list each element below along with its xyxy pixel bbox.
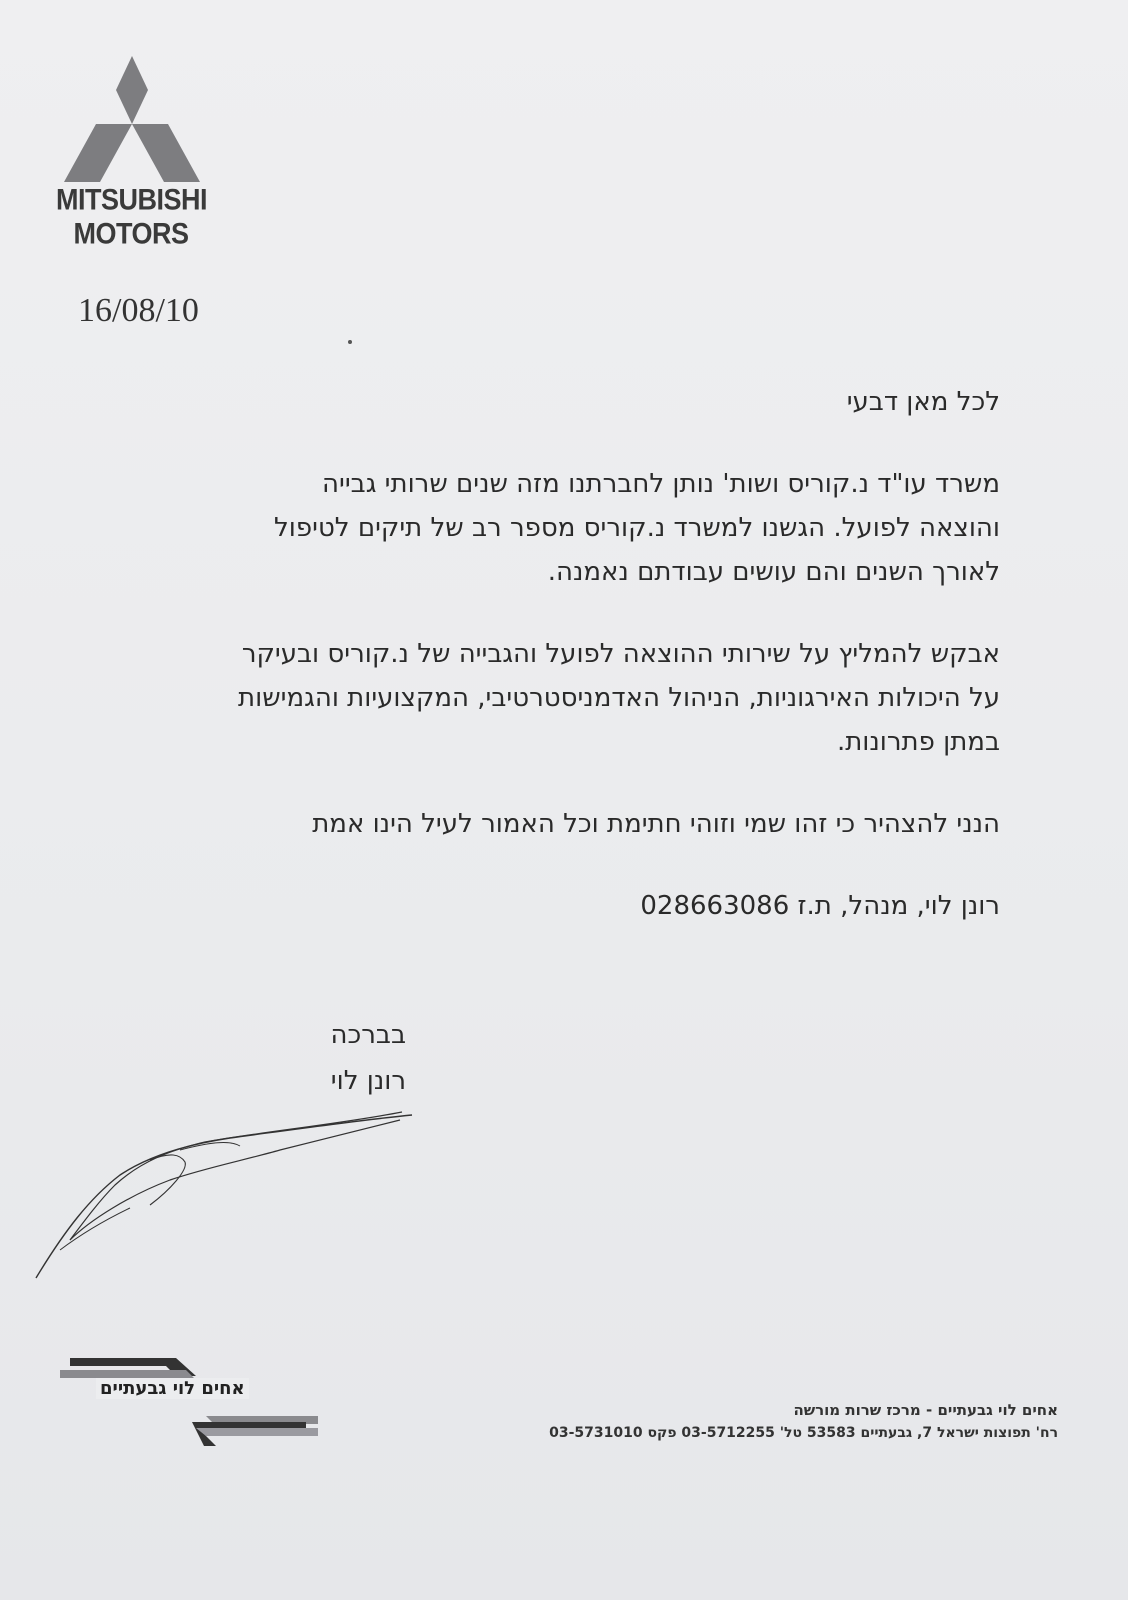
paragraph-2-line-3: במתן פתרונות. — [836, 727, 1000, 757]
paragraph-2-line-2: על היכולות האירגוניות, הניהול האדמניסטרטיבי, המקצועיות והגמישות — [238, 683, 1000, 713]
closing-name: רונן לוי — [330, 1066, 406, 1096]
company-logo — [56, 1358, 326, 1448]
paragraph-2 — [170, 632, 1000, 764]
stripes-logo-icon — [56, 1358, 326, 1448]
letter-body — [170, 380, 1000, 928]
letter-date: 16/08/10 — [78, 292, 199, 329]
brand-line-1: MITSUBISHI — [56, 182, 208, 216]
brand-line-2: MOTORS — [73, 217, 189, 250]
mitsubishi-logo — [56, 56, 206, 248]
greeting: לכל מאן דבעי — [846, 387, 1000, 417]
footer-line-2: רח' תפוצות ישראל 7, גבעתיים 53583 טל' 03-5712255 פקס 03-5731010 — [549, 1425, 1058, 1441]
paragraph-3-line-1: הנני להצהיר כי זהו שמי וזוהי חתימת וכל האמור לעיל הינו אמת — [312, 809, 1000, 839]
paragraph-2-line-1: אבקש להמליץ על שירותי ההוצאה לפועל והגבייה של נ.קוריס ובעיקר — [241, 639, 1000, 669]
paragraph-1-line-1: משרד עו"ד נ.קוריס ושות' נותן לחברתנו מזה שנים שרותי גבייה — [322, 469, 1000, 499]
signatory-line: רונן לוי, מנהל, ת.ז 028663086 — [640, 891, 1000, 921]
company-logo-name: אחים לוי גבעתיים — [96, 1378, 249, 1399]
mitsubishi-diamonds-icon — [64, 56, 200, 186]
paragraph-1 — [170, 462, 1000, 594]
footer-address — [549, 1398, 1058, 1444]
paragraph-1-line-2: והוצאה לפועל. הגשנו למשרד נ.קוריס מספר רב של תיקים לטיפול — [274, 513, 1000, 543]
paragraph-3 — [170, 802, 1000, 846]
paper-speck — [348, 340, 352, 344]
paragraph-1-line-3: לאורך השנים והם עושים עבודתם נאמנה. — [547, 557, 1000, 587]
handwritten-signature — [30, 1080, 430, 1280]
footer-line-1: אחים לוי גבעתיים - מרכז שרות מורשה — [793, 1401, 1058, 1419]
closing-regards: בברכה — [330, 1020, 406, 1050]
